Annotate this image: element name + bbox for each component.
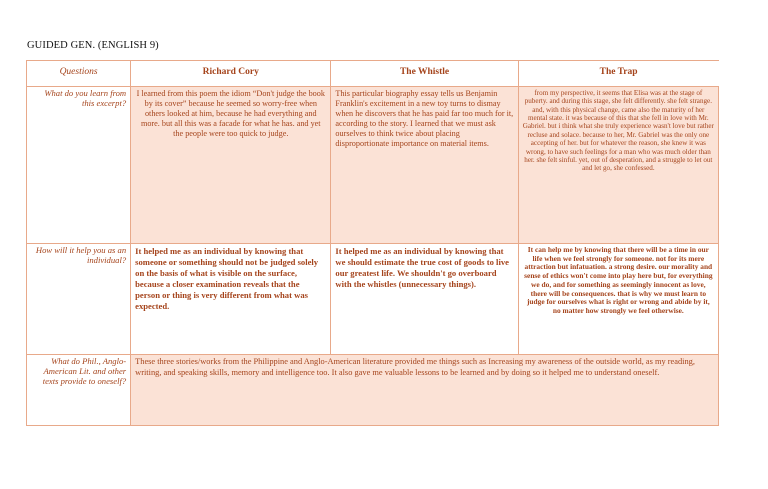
answer-cell-the-whistle: It helped me as an individual by knowing that we should estimate the true cost of goods to live our greatest life. We shouldn't go overboard with the whistles (unnecessary things). — [331, 244, 518, 355]
header-the-whistle: The Whistle — [331, 61, 518, 87]
table-row — [27, 87, 719, 244]
answer-cell-the-whistle: This particular biography essay tells us Benjamin Franklin's excitement in a new toy turns to dismay when he discovers that he has paid far too much for it, according to the story. I learned that we must ask ourselves to think twice about placing disproportionate importance on material items. — [331, 87, 518, 244]
header-richard-cory: Richard Cory — [131, 61, 331, 87]
answer-cell-richard-cory: It helped me as an individual by knowing that someone or something should not be judged solely on the basis of what is visible on the surface, because a closer examination reveals that the person or thing is very different from what was expected. — [131, 244, 331, 355]
guided-generalization-table — [26, 60, 719, 426]
answer-cell-the-trap: from my perspective, it seems that Elisa was at the stage of puberty. and during this stage, she felt differently. she felt strange. and, with this physical change, came also the maturity of her mental state. it was because of this that she fell in love with Mr. Gabriel. but i think what she truly experience wasn't love but rather recluse and solace. because to her, Mr. Gabriel was the only one accepting of her. but for whatever the reason, she knew it was wrong, to have such feelings for a man who was much older than her. she felt sinful. yet, out of desperation, and a struggle to let out and let go, she confessed. — [518, 87, 718, 244]
header-the-trap: The Trap — [518, 61, 718, 87]
answer-cell-combined: These three stories/works from the Philippine and Anglo-American literature provided me things such as Increasing my awareness of the outside world, as my reading, writing, and speaking skills, memory and intelligence too. It also gave me valuable lessons to be learned and by doing so it helped me to understand oneself. — [131, 355, 719, 426]
answer-cell-richard-cory: I learned from this poem the idiom “Don't judge the book by its cover” because he seemed so worry-free when others looked at him, because he had everything and more. but all this was a facade for what he has. and yet the people were too quick to judge. — [131, 87, 331, 244]
table-row — [27, 355, 719, 426]
question-cell: What do you learn from this excerpt? — [27, 87, 131, 244]
table-row — [27, 244, 719, 355]
header-questions: Questions — [27, 61, 131, 87]
question-cell: How will it help you as an individual? — [27, 244, 131, 355]
document-title: GUIDED GEN. (ENGLISH 9) — [27, 40, 159, 51]
header-row — [27, 61, 719, 87]
answer-cell-the-trap: It can help me by knowing that there will be a time in our life when we feel strongly for someone. not for its mere attraction but infatuation. a strong desire. our morality and sense of ethics won't come into play here but, for everything we do, and for something as seemingly innocent as love, there will be consequences. that is why we must learn to judge for ourselves what is right or wrong and abide by it, no matter how strongly we feel otherwise. — [518, 244, 718, 355]
question-cell: What do Phil., Anglo-American Lit. and other texts provide to oneself? — [27, 355, 131, 426]
